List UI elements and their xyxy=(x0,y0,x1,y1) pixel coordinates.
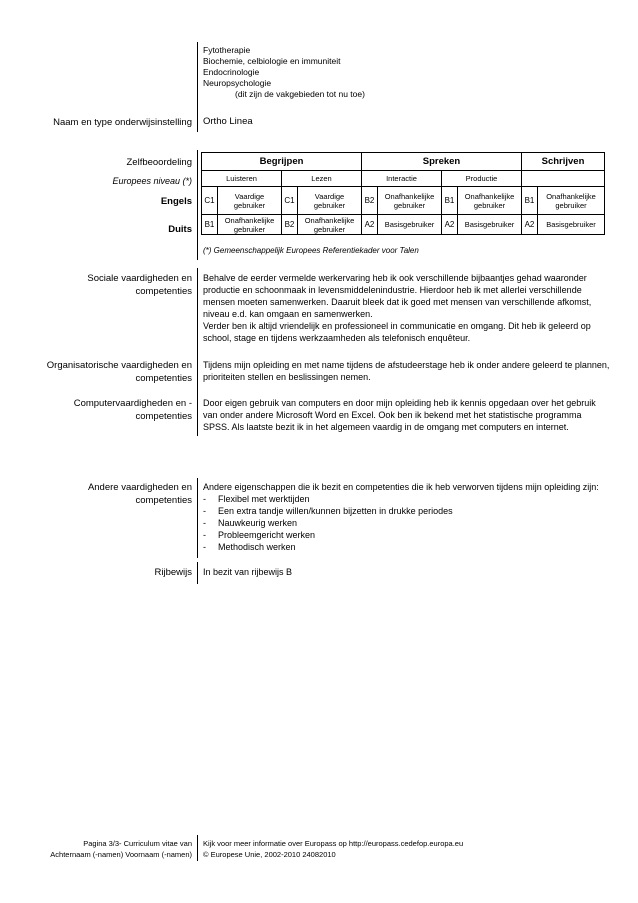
table-row-english xyxy=(202,187,605,215)
text-line: Door eigen gebruik van computers en door mijn opleiding heb ik kennis opgedaan over het gebruik xyxy=(203,398,596,408)
subject-line: Endocrinologie xyxy=(203,67,260,77)
computer-skills-label: Computervaardigheden en - competenties xyxy=(73,398,192,422)
subheader-reading: Lezen xyxy=(282,171,362,187)
footer-page-info: Pagina 3/3- Curriculum vitae van xyxy=(83,839,192,848)
cefr-footnote: (*) Gemeenschappelijk Europees Referentiekader voor Talen xyxy=(203,246,419,255)
level-description: Basisgebruiker xyxy=(378,215,442,235)
text-line: mensen moeten samenwerken. Daaruit bleek dat ik goed met mensen van verschillende afkomst, xyxy=(203,297,592,307)
language-name-english: Engels xyxy=(160,196,192,207)
language-name-german: Duits xyxy=(168,224,192,235)
level-code: B1 xyxy=(442,187,458,215)
other-skills-list xyxy=(203,493,599,553)
level-description: Basisgebruiker xyxy=(458,215,522,235)
header-understanding: Begrijpen xyxy=(202,153,362,171)
european-level-label: Europees niveau (*) xyxy=(112,176,192,186)
footer-right xyxy=(203,838,463,860)
institution-label: Naam en type onderwijsinstelling xyxy=(53,117,192,128)
column-divider xyxy=(197,42,198,132)
list-item: - Nauwkeurig werken xyxy=(203,518,298,528)
level-description: Vaardige gebruiker xyxy=(218,187,282,215)
self-assessment-label: Zelfbeoordeling xyxy=(126,157,192,168)
text-line: prioriteiten stellen en beslissingen nemen. xyxy=(203,372,371,382)
level-description: Onafhankelijke gebruiker xyxy=(538,187,605,215)
subject-line: Fytotherapie xyxy=(203,45,251,55)
list-item: - Een extra tandje willen/kunnen bijzetten in drukke periodes xyxy=(203,506,453,516)
subheader-empty xyxy=(522,171,605,187)
level-code: B2 xyxy=(362,187,378,215)
level-code: A2 xyxy=(362,215,378,235)
footer-left xyxy=(50,838,192,860)
subheader-production: Productie xyxy=(442,171,522,187)
list-item: - Flexibel met werktijden xyxy=(203,494,310,504)
computer-skills-text xyxy=(203,397,596,433)
list-item: - Methodisch werken xyxy=(203,542,296,552)
subheader-interaction: Interactie xyxy=(362,171,442,187)
level-code: B2 xyxy=(282,215,298,235)
level-code: A2 xyxy=(522,215,538,235)
text-line: Behalve de eerder vermelde werkervaring heb ik ook verschillende bijbaantjes gehad waaronder xyxy=(203,273,587,283)
drivers-license-label: Rijbewijs xyxy=(154,567,192,578)
header-speaking: Spreken xyxy=(362,153,522,171)
level-description: Onafhankelijke gebruiker xyxy=(298,215,362,235)
level-code: B1 xyxy=(202,215,218,235)
text-line: Verder ben ik altijd vriendelijk en professioneel in communicatie en omgang. Dit heb ik geleerd op xyxy=(203,321,591,331)
footer-name: Achternaam (-namen) Voornaam (-namen) xyxy=(50,850,192,859)
column-divider xyxy=(197,478,198,558)
level-description: Onafhankelijke gebruiker xyxy=(458,187,522,215)
table-row-german xyxy=(202,215,605,235)
subjects-note: (dit zijn de vakgebieden tot nu toe) xyxy=(235,89,365,99)
level-code: B1 xyxy=(522,187,538,215)
level-description: Vaardige gebruiker xyxy=(298,187,362,215)
social-skills-text xyxy=(203,272,591,344)
social-skills-label: Sociale vaardigheden en competenties xyxy=(87,273,192,297)
other-skills-label: Andere vaardigheden en competenties xyxy=(87,482,192,506)
other-skills-intro: Andere eigenschappen die ik bezit en competenties die ik heb verworven tijdens mijn opleiding zijn: xyxy=(203,482,599,492)
text-line: van onder andere Microsoft Word en Excel. Ook ben ik bekend met het statistische programma xyxy=(203,410,582,420)
text-line: productie en schoonmaak in levensmiddelenindustrie. Hierdoor heb ik met allerlei verschillende xyxy=(203,285,582,295)
institution-value: Ortho Linea xyxy=(203,116,253,127)
level-code: C1 xyxy=(282,187,298,215)
subheader-listening: Luisteren xyxy=(202,171,282,187)
column-divider xyxy=(197,835,198,861)
column-divider xyxy=(197,150,198,260)
text-line: school, stage en tijdens werkzaamheden als telefonisch enquêteur. xyxy=(203,333,471,343)
level-code: C1 xyxy=(202,187,218,215)
subject-line: Biochemie, celbiologie en immuniteit xyxy=(203,56,341,66)
level-description: Onafhankelijke gebruiker xyxy=(218,215,282,235)
footer-copyright: © Europese Unie, 2002-2010 24082010 xyxy=(203,850,336,859)
text-line: Tijdens mijn opleiding en met name tijdens de afstudeerstage heb ik onder andere geleerd te plannen, xyxy=(203,360,610,370)
text-line: SPSS. Als laatste bezit ik in het algemeen vaardig in de omgang met computers en internet. xyxy=(203,422,569,432)
text-line: niveau e.d. kan omgaan en samenwerken. xyxy=(203,309,373,319)
subject-line: Neuropsychologie xyxy=(203,78,272,88)
other-skills-text xyxy=(203,481,599,553)
level-code: A2 xyxy=(442,215,458,235)
column-divider xyxy=(197,268,198,436)
drivers-license-value: In bezit van rijbewijs B xyxy=(203,567,293,577)
footer-europass-info: Kijk voor meer informatie over Europass op http://europass.cedefop.europa.eu xyxy=(203,839,464,848)
list-item: - Probleemgericht werken xyxy=(203,530,316,540)
education-subjects xyxy=(203,45,365,100)
header-writing: Schrijven xyxy=(522,153,605,171)
column-divider xyxy=(197,562,198,584)
organisational-skills-text xyxy=(203,359,609,383)
level-description: Basisgebruiker xyxy=(538,215,605,235)
language-table xyxy=(201,152,605,235)
organisational-skills-label: Organisatorische vaardigheden en competenties xyxy=(46,360,192,384)
level-description: Onafhankelijke gebruiker xyxy=(378,187,442,215)
